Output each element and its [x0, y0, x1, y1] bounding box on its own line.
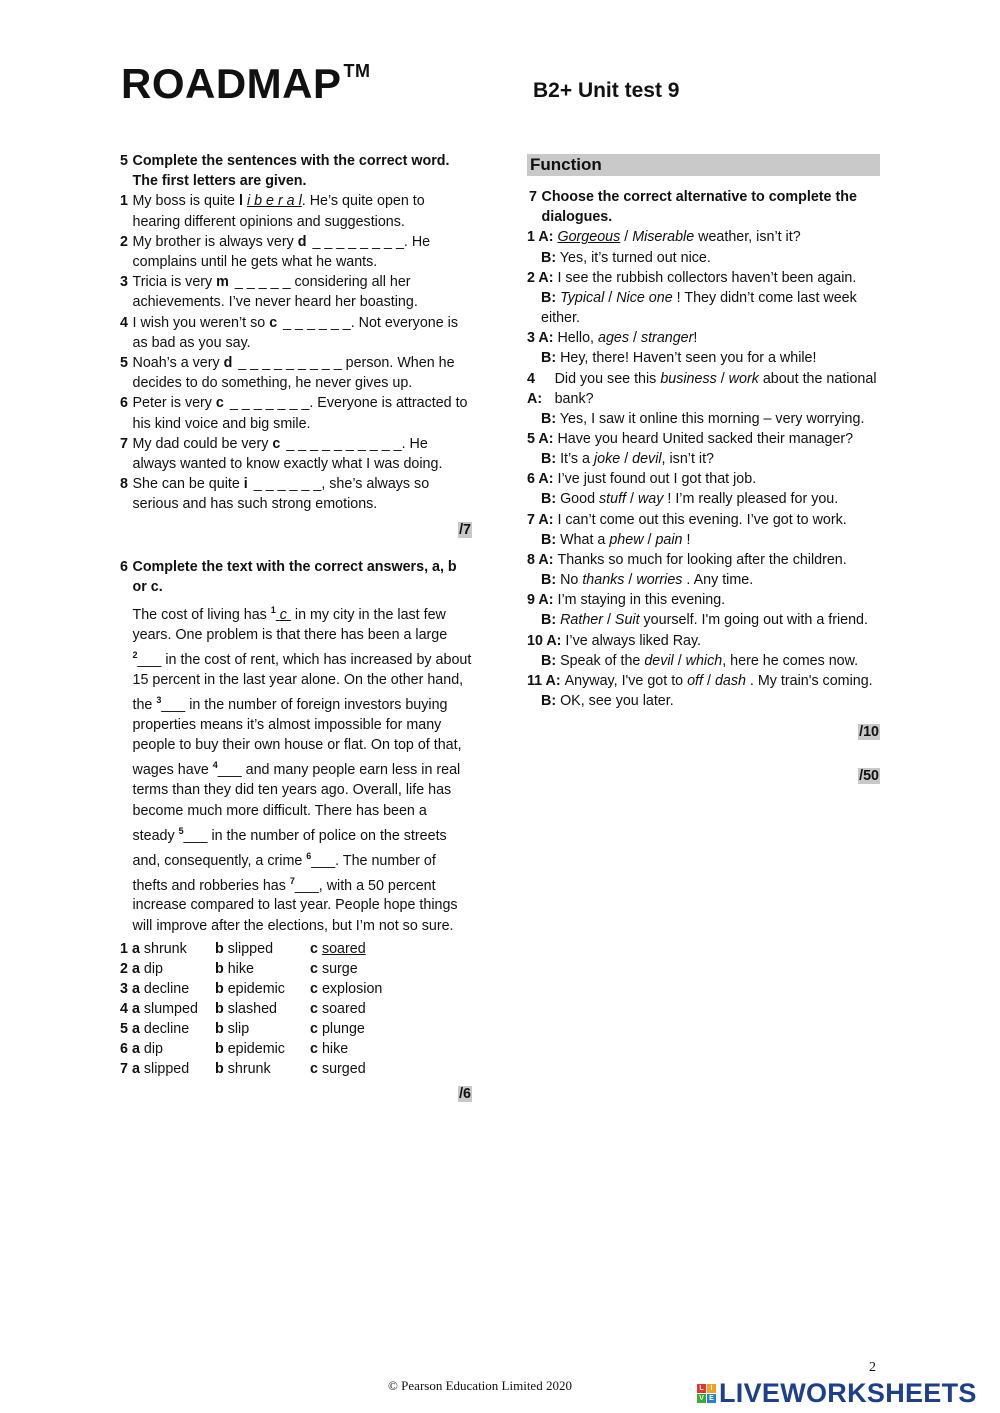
exercise-6	[120, 557, 472, 1104]
option-nice-one[interactable]: Nice one	[616, 289, 673, 306]
option-devil[interactable]: devil	[632, 451, 662, 468]
option-row	[120, 999, 472, 1019]
option-miserable[interactable]: Miserable	[632, 229, 695, 246]
option-ages[interactable]: ages	[598, 330, 630, 347]
option-rather[interactable]: Rather	[560, 612, 603, 629]
option-worries[interactable]: worries	[636, 572, 683, 589]
dialogue-2-a: 2 A: I see the rubbish collectors haven’t been again.	[527, 269, 857, 286]
left-column	[120, 151, 472, 1103]
answer-gap[interactable]: _ _ _ _ _ _ _	[229, 395, 310, 412]
dialogue-3-b: B: Hey, there! Haven’t seen you for a while!	[541, 350, 817, 367]
dialogue-5-a: 5 A: Have you heard United sacked their manager?	[527, 430, 854, 447]
exercise-5-title: 5 Complete the sentences with the correct word. The first letters are given.	[120, 153, 450, 190]
option-b[interactable]: b slip	[215, 1021, 250, 1038]
exercise-7-title: 7 Choose the correct alternative to complete the dialogues.	[529, 189, 857, 226]
dialogue-1-b: B: Yes, it’s turned out nice.	[541, 249, 711, 266]
option-a[interactable]: 2 a dip	[120, 960, 163, 977]
gap-1-answer[interactable]: c	[279, 606, 287, 623]
option-b[interactable]: b hike	[215, 960, 254, 977]
option-stranger[interactable]: stranger	[640, 330, 694, 347]
exercise-7-dialogues	[527, 227, 880, 711]
option-typical[interactable]: Typical	[560, 289, 605, 306]
option-way[interactable]: way	[637, 491, 664, 508]
option-c[interactable]: c soared	[310, 1001, 366, 1018]
answer-gap[interactable]: _ _ _ _ _ _	[253, 476, 322, 493]
dialogue-5-b: B: It’s a joke / devil, isn’t it?	[541, 451, 714, 468]
exercise-5-item: 4 I wish you weren’t so c _ _ _ _ _ _. Not everyone is as bad as you say.	[120, 314, 458, 351]
exercise-5-item: 5 Noah’s a very d _ _ _ _ _ _ _ _ _ person. When he decides to do something, he never gives up.	[120, 355, 455, 392]
dialogue-10-a: 10 A: I’ve always liked Ray.	[527, 632, 702, 649]
option-c[interactable]: c surge	[310, 960, 358, 977]
dialogue-4-b: B: Yes, I saw it online this morning – very worrying.	[541, 410, 865, 427]
dialogue-6-a: 6 A: I’ve just found out I got that job.	[527, 471, 757, 488]
option-pain[interactable]: pain	[655, 531, 683, 548]
answer-gap[interactable]: i b e r a l	[246, 193, 302, 210]
option-row	[120, 1039, 472, 1059]
page-number: 2	[869, 1360, 876, 1375]
liveworksheets-icon: L I V E	[697, 1384, 716, 1403]
option-business[interactable]: business	[660, 370, 717, 387]
dialogue-3-a: 3 A: Hello, ages / stranger!	[527, 330, 698, 347]
section-heading-function: Function	[527, 154, 880, 176]
option-devil-2[interactable]: devil	[644, 652, 674, 669]
option-a[interactable]: 5 a decline	[120, 1021, 190, 1038]
option-c[interactable]: c hike	[310, 1041, 349, 1058]
option-a[interactable]: 3 a decline	[120, 980, 190, 997]
option-b[interactable]: b epidemic	[215, 980, 285, 997]
brand-title: ROADMAP ™	[121, 60, 371, 107]
exercise-6-options	[120, 939, 472, 1080]
exercise-5-item: 1 My boss is quite l i b e r a l. He’s quite open to hearing different opinions and suggestions.	[120, 193, 425, 230]
option-thanks[interactable]: thanks	[582, 572, 625, 589]
dialogue-10-b: B: Speak of the devil / which, here he comes now.	[541, 652, 859, 669]
dialogue-7-b: B: What a phew / pain !	[541, 531, 691, 548]
answer-gap[interactable]: _ _ _ _ _ _ _ _ _	[238, 355, 342, 372]
dialogue-6-b: B: Good stuff / way ! I’m really pleased for you.	[541, 491, 839, 508]
option-row	[120, 1019, 472, 1039]
option-row	[120, 979, 472, 999]
option-which[interactable]: which	[685, 652, 723, 669]
option-suit[interactable]: Suit	[614, 612, 640, 629]
option-phew[interactable]: phew	[609, 531, 644, 548]
dialogue-7-a: 7 A: I can’t come out this evening. I’ve got to work.	[527, 511, 847, 528]
dialogue-9-a: 9 A: I’m staying in this evening.	[527, 592, 726, 609]
exercise-5-score: /7	[459, 521, 471, 538]
option-b[interactable]: b epidemic	[215, 1041, 285, 1058]
answer-gap[interactable]: _ _ _ _ _	[234, 274, 291, 291]
option-work[interactable]: work	[728, 370, 759, 387]
option-b[interactable]: b slashed	[215, 1001, 277, 1018]
option-a[interactable]: 4 a slumped	[120, 1001, 198, 1018]
option-joke[interactable]: joke	[593, 451, 621, 468]
exercise-6-text: The cost of living has $^1$ c in my city in the last few years. One problem is that there has been a large $^2$___ in the cost of rent, which has increased by about 15 percent in the last year alone. On the other hand, the $^3$___ in the number of foreign investors buying properties means it’s almost impossible for many people to buy their own house or flat. On top of that, wages have $^4$___ and many people earn less in real terms than they did ten years ago. Overall, life has become much more difficult. There has been a steady $^5$___ in the number of police on the streets and, consequently, a crime $^6$___. The number of thefts and robberies has $^7$___, with a 50 percent increase compared to last year. People hope things will improve after the elections, but I’m not so sure.	[132, 605, 472, 934]
exercise-5-item: 3 Tricia is very m _ _ _ _ _ considering all her achievements. I’ve never heard her boasting.	[120, 274, 418, 311]
right-column	[527, 154, 880, 785]
exercise-5	[120, 151, 472, 539]
option-off[interactable]: off	[687, 672, 704, 689]
dialogue-8-a: 8 A: Thanks so much for looking after the children.	[527, 551, 847, 568]
exercise-7-score: /10	[859, 724, 879, 741]
unit-title: B2+ Unit test 9	[533, 79, 680, 102]
option-a[interactable]: 6 a dip	[120, 1041, 163, 1058]
copyright: © Pearson Education Limited 2020	[388, 1378, 572, 1393]
exercise-6-score: /6	[459, 1086, 471, 1103]
option-dash[interactable]: dash	[714, 672, 746, 689]
answer-gap[interactable]: _ _ _ _ _ _ _ _ _ _	[286, 435, 402, 452]
dialogue-4-a: 4 A: Did you see this business / work about the national bank?	[527, 370, 877, 407]
option-stuff[interactable]: stuff	[599, 491, 627, 508]
total-score: /50	[859, 768, 879, 785]
exercise-5-item: 6 Peter is very c _ _ _ _ _ _ _. Everyone is attracted to his kind voice and big smile.	[120, 395, 468, 432]
option-c[interactable]: c soared	[310, 940, 366, 957]
answer-gap[interactable]: _ _ _ _ _ _	[283, 314, 351, 331]
option-c[interactable]: c surged	[310, 1061, 366, 1078]
exercise-5-item: 8 She can be quite i _ _ _ _ _ _, she’s always so serious and has such strong emotions.	[120, 476, 430, 513]
exercise-5-item: 2 My brother is always very d _ _ _ _ _ _ _ _. He complains until he gets what he wants.	[120, 233, 431, 271]
option-c[interactable]: c explosion	[310, 980, 383, 997]
option-row	[120, 1059, 472, 1079]
option-b[interactable]: b shrunk	[215, 1061, 271, 1078]
dialogue-2-b: B: Typical / Nice one ! They didn’t come last week either.	[541, 289, 857, 327]
exercise-6-title: 6 Complete the text with the correct answers, a, b or c.	[120, 558, 457, 595]
answer-gap[interactable]: _ _ _ _ _ _ _ _	[312, 233, 404, 250]
dialogue-11-b: B: OK, see you later.	[541, 693, 674, 709]
option-gorgeous[interactable]: Gorgeous	[557, 229, 621, 246]
option-a[interactable]: 1 a shrunk	[120, 940, 187, 957]
dialogue-1-a: 1 A: Gorgeous / Miserable weather, isn’t it?	[527, 229, 801, 246]
dialogue-11-a: 11 A: Anyway, I've got to off / dash . My train's coming.	[527, 672, 873, 689]
liveworksheets-logo: L I V E LIVEWORKSHEETS	[697, 1378, 977, 1409]
option-b[interactable]: b slipped	[215, 940, 274, 957]
exercise-5-item: 7 My dad could be very c _ _ _ _ _ _ _ _ _ _. He always wanted to know exactly what I was doing.	[120, 435, 443, 473]
option-row	[120, 939, 472, 959]
option-row	[120, 959, 472, 979]
dialogue-8-b: B: No thanks / worries . Any time.	[541, 572, 754, 589]
option-c[interactable]: c plunge	[310, 1021, 365, 1038]
option-a[interactable]: 7 a slipped	[120, 1061, 190, 1078]
dialogue-9-b: B: Rather / Suit yourself. I'm going out with a friend.	[541, 612, 868, 629]
